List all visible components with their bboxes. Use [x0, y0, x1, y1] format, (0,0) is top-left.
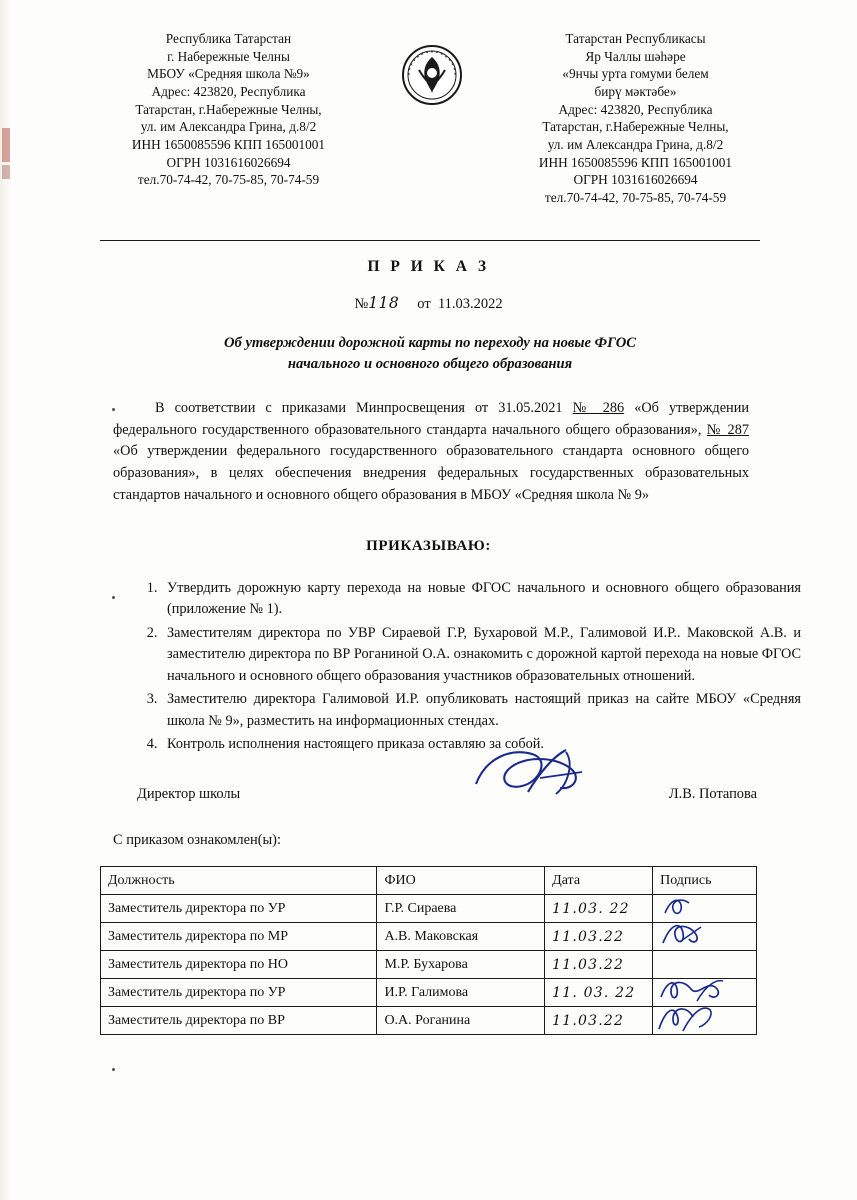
letterhead-left-line-4: Адрес: 423820, Республика [151, 84, 306, 100]
scan-speck [112, 408, 115, 411]
letterhead-left-line-5: Татарстан, г.Набережные Челны, [135, 101, 322, 117]
signature-mark-icon [657, 975, 753, 1005]
preamble-reference-286: № 286 [572, 400, 625, 416]
cell-position: Заместитель директора по МР [101, 923, 377, 951]
letterhead-right [503, 30, 768, 207]
scan-speck [112, 596, 115, 599]
signatory-position: Директор школы [137, 786, 241, 802]
cell-signature [653, 923, 757, 951]
column-header-name: ФИО [377, 867, 545, 895]
letterhead-left-line-8: ОГРН 1031616026694 [166, 154, 291, 170]
cell-date: 11.03.22 [545, 923, 653, 951]
signature-mark-icon [657, 891, 753, 921]
cell-name: Г.Р. Сираева [377, 895, 545, 923]
column-header-position: Должность [101, 867, 377, 895]
cell-date: 11.03. 22 [545, 895, 653, 923]
order-items-list [113, 578, 801, 758]
page-title: П Р И К А З [367, 258, 490, 275]
letterhead-right-line-3: «9нчы урта гомуми белем [562, 66, 709, 82]
preamble-part-1: В соответствии с приказами Минпросвещения от 31.05.2021 [155, 400, 573, 416]
cell-signature [653, 1007, 757, 1035]
acknowledgement-label: С приказом ознакомлен(ы): [113, 832, 281, 848]
letterhead-right-line-4: бирү мәктәбе» [594, 84, 677, 100]
document-subject-line-2: начального и основного общего образования [287, 356, 573, 373]
letterhead-right-line-9: ОГРН 1031616026694 [573, 172, 698, 188]
letterhead-right-line-10: тел.70-74-42, 70-75-85, 70-74-59 [544, 190, 727, 206]
acknowledgement-table [100, 866, 757, 1035]
signatory-name: Л.В. Потапова [668, 786, 757, 802]
letterhead-left-line-1: Республика Татарстан [165, 31, 292, 46]
number-label: № [354, 296, 369, 312]
preamble-paragraph [113, 398, 749, 507]
letterhead-right-line-1: Татарстан Республикасы [565, 31, 706, 46]
letterhead-right-line-2: Яр Чаллы шәһәре [585, 48, 686, 64]
letterhead-left-line-3: МБОУ «Средняя школа №9» [147, 66, 310, 82]
document-subject [150, 333, 710, 375]
cell-date: 11.03.22 [545, 951, 653, 979]
preamble-reference-287: № 287 [706, 421, 749, 438]
cell-date: 11. 03. 22 [545, 979, 653, 1007]
cell-name: А.В. Маковская [377, 923, 545, 951]
document-number-line [0, 294, 857, 313]
order-keyword: ПРИКАЗЫВАЮ: [366, 538, 491, 554]
scan-edge-artifact [0, 0, 14, 1200]
column-header-date: Дата [545, 867, 653, 895]
table-row [101, 1007, 757, 1035]
preamble-part-2: «Об утверждении федерального государственного образовательного стандарта начального общего образования», [113, 400, 749, 438]
order-item-1: 1. Утвердить дорожную карту перехода на новые ФГОС начального и основного общего образования (приложение № 1). [161, 578, 801, 621]
letterhead-left-line-2: г. Набережные Челны [167, 48, 290, 64]
school-emblem-icon [401, 44, 463, 106]
cell-name: О.А. Роганина [377, 1007, 545, 1035]
document-subject-line-1: Об утверждении дорожной карты по переходу на новые ФГОС [223, 335, 636, 351]
letterhead-left-line-7: ИНН 1650085596 КПП 165001001 [131, 137, 326, 153]
letterhead-left [96, 30, 361, 189]
letterhead-right-line-7: ул. им Александра Грина, д.8/2 [547, 137, 724, 153]
scan-red-mark-secondary [2, 165, 10, 179]
order-item-2: 2. Заместителям директора по УВР Сираевой Г.Р, Бухаровой М.Р., Галимовой И.Р.. Маковской А.В. и заместителю директора по ВР Роганиной О.А. ознакомить с дорожной картой перехода на новые ФГОС начального и основного общего образования участников образовательных отношений. [161, 623, 801, 687]
table-row [101, 923, 757, 951]
scan-red-mark [2, 128, 10, 162]
signature-row [137, 786, 757, 803]
signature-mark-icon [657, 919, 753, 949]
cell-name: И.Р. Галимова [377, 979, 545, 1007]
scan-speck [112, 1068, 115, 1071]
letterhead-divider [100, 240, 760, 241]
letterhead-right-line-6: Татарстан, г.Набережные Челны, [542, 119, 729, 135]
letterhead-left-line-6: ул. им Александра Грина, д.8/2 [140, 119, 317, 135]
date-value: 11.03.2022 [437, 296, 503, 312]
cell-position: Заместитель директора по НО [101, 951, 377, 979]
preamble-part-3: «Об утверждении федерального государственного образовательного стандарта основного общего образования», в целях обеспечения внедрения федеральных государственных образовательных стандартов начального и основного общего образования в МБОУ «Средняя школа № 9» [113, 443, 749, 503]
order-item-3: 3. Заместителю директора Галимовой И.Р. опубликовать настоящий приказ на сайте МБОУ «Средняя школа № 9», разместить на информационных стендах. [161, 689, 801, 732]
letterhead-left-line-9: тел.70-74-42, 70-75-85, 70-74-59 [137, 172, 320, 188]
letterhead [96, 30, 768, 207]
cell-name: М.Р. Бухарова [377, 951, 545, 979]
cell-position: Заместитель директора по ВР [101, 1007, 377, 1035]
letterhead-right-line-8: ИНН 1650085596 КПП 165001001 [538, 154, 733, 170]
date-label: от [417, 296, 431, 312]
letterhead-right-line-5: Адрес: 423820, Республика [558, 101, 713, 117]
order-item-4: 4. Контроль исполнения настоящего приказа оставляю за собой. [161, 734, 801, 755]
cell-position: Заместитель директора по УР [101, 979, 377, 1007]
number-value: 118 [368, 294, 400, 312]
cell-position: Заместитель директора по УР [101, 895, 377, 923]
column-header-signature: Подпись [653, 867, 757, 895]
signature-mark-icon [657, 1003, 753, 1033]
cell-date: 11.03.22 [545, 1007, 653, 1035]
